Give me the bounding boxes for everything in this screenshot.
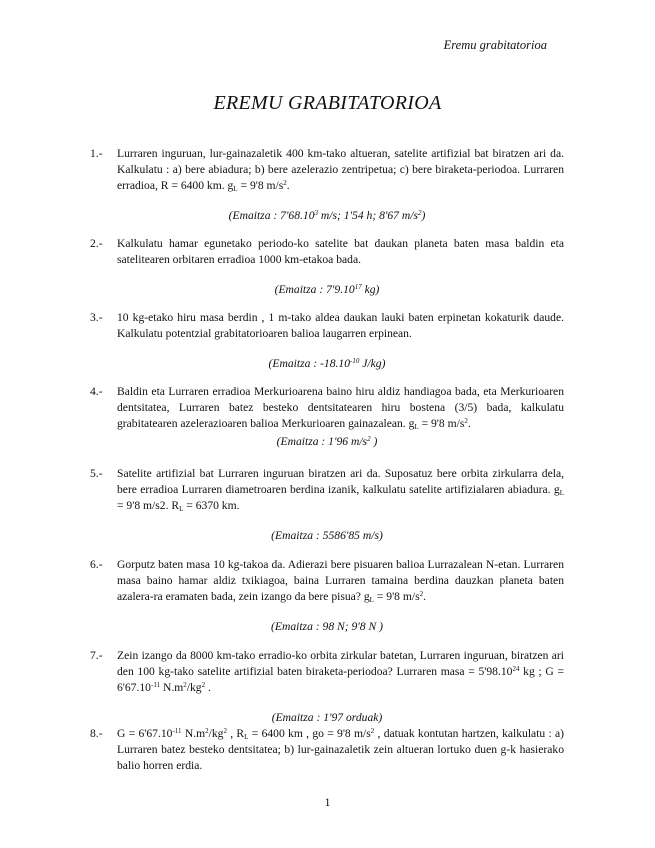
answer-7: (Emaitza : 1'97 orduak) [271,711,383,724]
answer-3: (Emaitza : $-18.10^{-10}$ J/kg) [268,357,386,370]
problem-number: 5.- [90,467,103,480]
problem-number: 2.- [90,237,103,250]
running-header: Eremu grabitatorioa [443,38,547,52]
problem-number: 1.- [90,147,103,160]
problem-3 [90,310,564,342]
problem-8 [90,726,564,774]
problem-text: Kalkulatu hamar egunetako periodo-ko satelite bat daukan planeta baten masa baldin eta satelitearen orbitaren erradioa 1000 km-etakoa bada. [117,237,564,266]
problem-number: 8.- [90,727,103,740]
problem-text: Baldin eta Lurraren erradioa Merkurioarena baino hiru aldiz handiagoa bada, eta Merkurioaren dentsitatea, Lurraren batez besteko dentsitatearen hiru bostena (3/5) bada, kalkulatu grabitatearen azelerazioaren balioa Merkurioaren gainazalean. $g_L = 9'8$ $m/s^2$. [117,385,564,431]
problem-7 [90,648,564,696]
problem-list [90,146,564,774]
problem-2 [90,236,564,268]
page-number: 1 [324,795,331,809]
problem-text: $G = 6'67.10^{-11}$ $N.m^2/kg^2$ , $R_L = 6400$ km , go = 9'8 $m/s^2$ , datuak kontutan hartzen, kalkulatu : a) Lurraren batez besteko dentsitatea; b) lur-gainazaletik zein altueran lortuko duen g-k hasierako balio horren erdia. [117,727,565,772]
problem-number: 7.- [90,649,103,662]
page-title: EREMU GRABITATORIOA [213,92,442,114]
problem-6 [90,557,564,605]
answer-6: (Emaitza : 98 N; 9'8 N ) [271,620,383,633]
problem-number: 3.- [90,311,103,324]
problem-4 [90,384,564,432]
problem-text: Satelite artifizial bat Lurraren inguruan biratzen ari da. Suposatuz bere orbita zirkularra dela, bere erradioa Lurraren diametroaren berdina izanik, kalkulatu satelite artifizialaren abiadura. $g_L = 9'8$ m/s2. $R_L = 6370$ km. [117,467,564,513]
problem-number: 6.- [90,558,103,571]
answer-5: (Emaitza : 5586'85 m/s) [271,529,383,542]
problem-text: 10 kg-etako hiru masa berdin , 1 m-tako aldea daukan lauki baten erpinetan kokaturik daude. Kalkulatu potentzial grabitatorioaren balioa laugarren erpinean. [117,311,564,340]
problem-1 [90,146,564,194]
problem-text: Lurraren inguruan, lur-gainazaletik 400 km-tako altueran, satelite artifizial bat biratzen ari da. Kalkulatu : a) bere abiadura; b) bere azelerazio zentripetua; c) bere biraketa-periodoa. Lurraren erradioa, R = 6400 km. $g_L = 9'8$ $m/s^2$. [117,147,564,193]
problem-5 [90,466,564,514]
problem-text: Zein izango da 8000 km-tako erradio-ko orbita zirkular batetan, Lurraren inguruan, biratzen ari den 100 kg-tako satelite artifizial baten biraketa-periodoa? Lurraren masa = $5'98.10^{24}$ kg ; $G = 6'67.10^{-11}$ $N.m^2/kg^2$ . [117,649,564,694]
problem-number: 4.- [90,385,103,398]
answer-1: (Emaitza : 7'68.10$^3$ m/s; 1'54 h; 8'67 $m/s^2$) [228,209,426,222]
problem-text: Gorputz baten masa 10 kg-takoa da. Adierazi bere pisuaren balioa Lurrazalean N-etan. Lurraren masa baino hamar aldiz txikiagoa, baina Lurraren tamaina berdina dauzkan planeta baten azalera-ra eramaten bada, zein izango da bere pisua? $g_L = 9'8$ $m/s^2$. [117,558,564,604]
answer-4: (Emaitza : 1'96 $m/s^2$ ) [276,435,378,448]
answer-2: (Emaitza : 7'9.10$^{17}$ kg) [274,283,380,296]
